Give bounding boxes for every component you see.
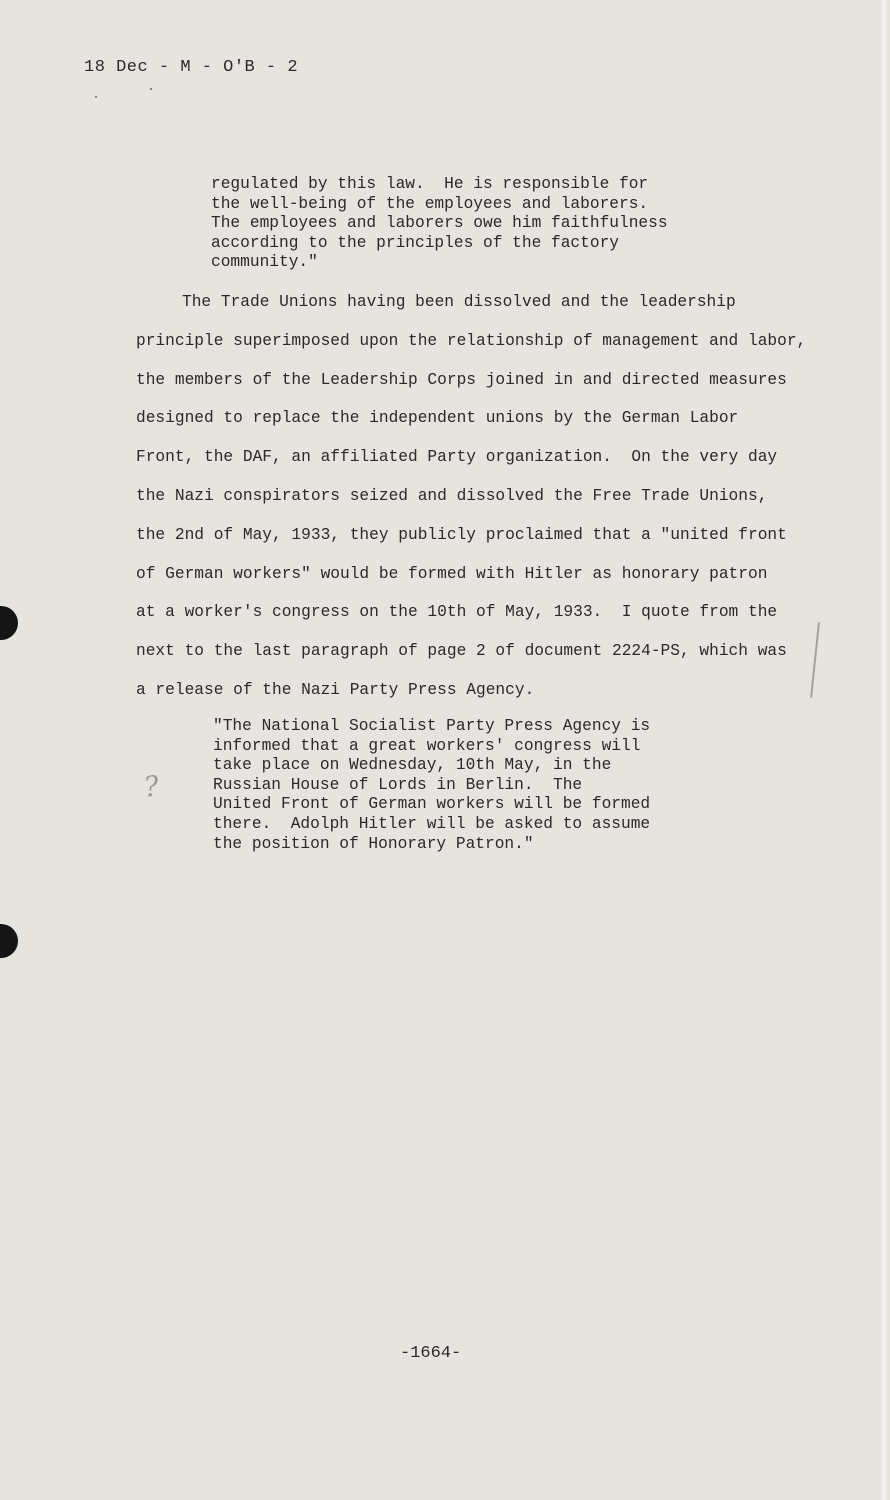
speck [150,88,152,90]
body-line: The Trade Unions having been dissolved and the leadership [182,293,736,311]
document-header: 18 Dec - M - O'B - 2 [84,58,299,77]
page-number: -1664- [400,1344,462,1363]
body-line: of German workers" would be formed with Hitler as honorary patron [136,564,768,583]
body-paragraph [136,290,806,717]
quote-line: there. Adolph Hitler will be asked to assume [213,814,651,833]
quoted-press-release [213,717,650,854]
quote-line: the position of Honorary Patron." [213,834,534,853]
body-line: the Nazi conspirators seized and dissolved the Free Trade Unions, [136,486,768,505]
quote-line: "The National Socialist Party Press Agency is [213,717,651,735]
quote-line: informed that a great workers' congress will [213,736,641,755]
body-line: principle superimposed upon the relationship of management and labor, [136,331,807,350]
speck [95,96,97,98]
quote-line: the well-being of the employees and laborers. [211,194,649,213]
body-line: Front, the DAF, an affiliated Party organization. On the very day [136,448,778,467]
quote-line: take place on Wednesday, 10th May, in the [213,756,612,775]
body-line: designed to replace the independent unions by the German Labor [136,409,739,428]
quote-line: according to the principles of the factory [211,233,619,252]
quote-line: Russian House of Lords in Berlin. The [213,775,583,794]
body-line: the members of the Leadership Corps joined in and directed measures [136,370,787,389]
quoted-law-excerpt [211,175,668,273]
quote-line: regulated by this law. He is responsible for [211,175,649,193]
body-line: next to the last paragraph of page 2 of document 2224-PS, which was [136,642,787,661]
body-line: a release of the Nazi Party Press Agency. [136,680,535,699]
body-line: the 2nd of May, 1933, they publicly proclaimed that a "united front [136,525,787,544]
quote-line: community." [211,253,318,272]
body-line: at a worker's congress on the 10th of May, 1933. I quote from the [136,603,778,622]
pencil-question-mark: ? [141,769,162,804]
quote-line: United Front of German workers will be formed [213,795,651,814]
quote-line: The employees and laborers owe him faithfulness [211,214,668,233]
